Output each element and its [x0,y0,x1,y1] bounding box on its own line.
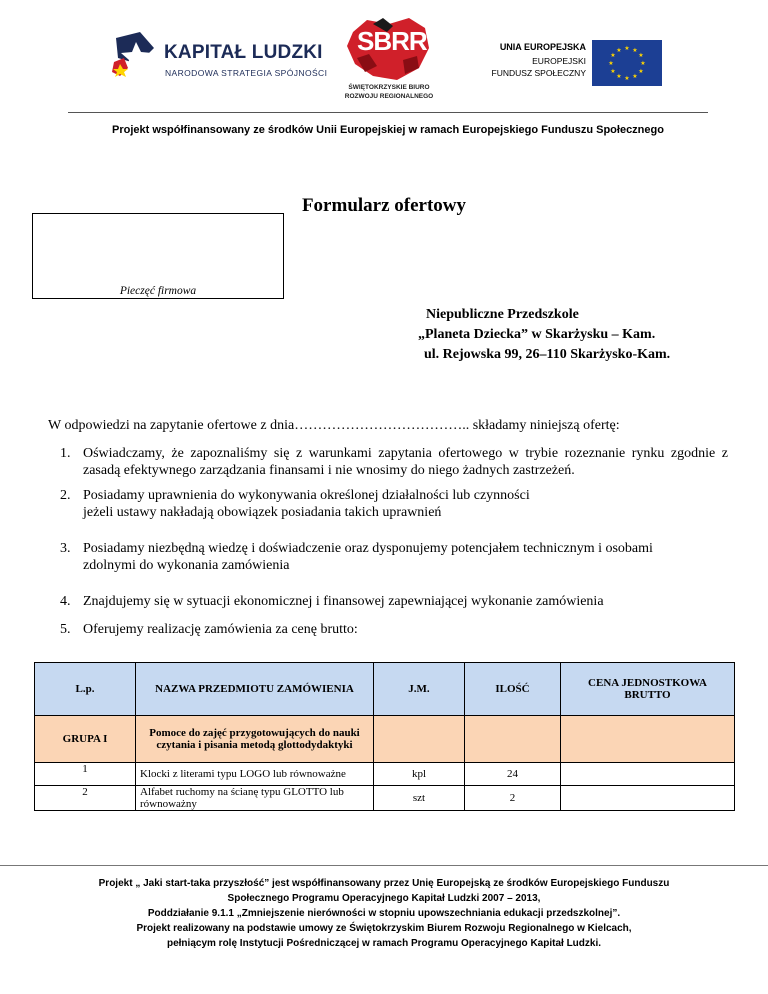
eu-logo [492,40,662,86]
row-quantity: 24 [465,763,561,786]
recipient-line-2: „Planeta Dziecka” w Skarżysku – Kam. [418,327,656,342]
eu-fund-line2: FUNDUSZ SPOŁECZNY [491,68,586,78]
list-item-number: 3. [60,541,71,556]
svg-text:★: ★ [624,75,630,82]
group-price-cell [561,716,735,763]
header-item-name: NAZWA PRZEDMIOTU ZAMÓWIENIA [136,663,374,716]
kapital-ludzki-star-icon [110,28,162,84]
svg-text:★: ★ [610,68,616,75]
cofinancing-note: Projekt współfinansowany ze środków Unii Europejskiej w ramach Europejskiego Funduszu Społecznego [112,124,664,136]
header-unit-price: CENA JEDNOSTKOWA BRUTTO [561,663,735,716]
table-header-row [35,663,735,716]
svg-text:★: ★ [632,47,638,54]
sbrr-logo [343,18,435,102]
group-name: Pomoce do zajęć przygotowujących do nauki czytania i pisania metodą glottodydaktyki [136,716,374,763]
row-item-name: Alfabet ruchomy na ścianę typu GLOTTO lub równoważny [136,786,374,811]
list-item-number: 4. [60,594,71,609]
table-row [35,786,735,811]
table-group-row [35,716,735,763]
company-stamp-label: Pieczęć firmowa [119,285,197,297]
svg-text:★: ★ [624,45,630,52]
sbrr-subtitle-line2: ROZWOJU REGIONALNEGO [344,93,434,100]
sbrr-subtitle-line1: ŚWIĘTOKRZYSKIE BIURO [348,84,430,91]
header-quantity: ILOŚĆ [465,663,561,716]
footer-line: Poddziałanie 9.1.1 „Zmniejszenie nierówności w stopniu upowszechniania edukacji przedszkolnej”. [147,908,621,919]
svg-text:★: ★ [616,47,622,54]
svg-text:★: ★ [640,60,646,67]
sbrr-title: SBRR [357,26,427,56]
group-quantity-cell [465,716,561,763]
row-item-name: Klocki z literami typu LOGO lub równoważne [136,763,374,786]
group-unit-cell [374,716,465,763]
eu-fund-line1: EUROPEJSKI [532,56,586,66]
svg-text:★: ★ [638,68,644,75]
list-item-number: 5. [60,622,71,637]
svg-text:★: ★ [638,52,644,59]
list-item [60,487,705,521]
svg-text:★: ★ [608,60,614,67]
list-item [60,445,728,479]
page-title: Formularz ofertowy [301,195,467,216]
row-unit: szt [374,786,465,811]
list-item [60,593,728,610]
footer-divider [0,865,768,866]
row-price-input[interactable] [561,763,735,786]
list-item-text: Posiadamy uprawnienia do wykonywania określonej działalności lub czynności jeżeli ustawy nakładają obowiązek posiadania takich uprawnień [83,488,530,520]
list-item-text: Znajdujemy się w sytuacji ekonomicznej i finansowej zapewniającej wykonanie zamówienia [83,594,604,609]
footer-note [20,876,748,951]
footer-line: Projekt realizowany na podstawie umowy ze Świętokrzyskim Biurem Rozwoju Regionalnego w Kielcach, [136,923,632,934]
svg-text:★: ★ [610,52,616,59]
offer-table [34,662,735,811]
footer-line: Społecznego Programu Operacyjnego Kapitał Ludzki 2007 – 2013, [227,893,541,904]
list-item-text: Oświadczamy, że zapoznaliśmy się z warunkami zapytania ofertowego w trybie rozeznanie rynku zgodnie z zasadą efektywnego zarządzania finansami i nie wnosimy do niego żadnych zastrzeżeń. [83,446,728,478]
kapital-ludzki-logo [110,28,328,84]
header-divider [68,112,708,113]
list-item [60,540,705,574]
row-price-input[interactable] [561,786,735,811]
recipient-line-1: Niepubliczne Przedszkole [426,307,579,322]
kapital-ludzki-subtitle: NARODOWA STRATEGIA SPÓJNOŚCI [165,68,328,78]
table-row [35,763,735,786]
header-unit: J.M. [374,663,465,716]
list-item-text: Posiadamy niezbędną wiedzę i doświadczenie oraz dysponujemy potencjałem technicznym i osobami zdolnymi do wykonania zamówienia [83,541,653,573]
kapital-ludzki-title: KAPITAŁ LUDZKI [164,42,323,63]
group-label: GRUPA I [35,716,136,763]
list-item [60,621,728,638]
row-lp: 2 [35,786,136,811]
recipient-address [418,305,670,365]
footer-line: pełniącym rolę Instytucji Pośredniczącej w ramach Programu Operacyjnego Kapitał Ludzki. [166,938,602,949]
company-stamp-box [32,213,284,299]
svg-text:★: ★ [616,73,622,80]
list-item-number: 1. [60,446,71,461]
list-item-number: 2. [60,488,71,503]
recipient-line-3: ul. Rejowska 99, 26–110 Skarżysko-Kam. [424,347,671,362]
list-item-text: Oferujemy realizację zamówienia za cenę brutto: [83,622,358,637]
eu-flag-icon [592,40,662,86]
row-lp: 1 [35,763,136,786]
footer-line: Projekt „ Jaki start-taka przyszłość” jest współfinansowany przez Unię Europejską ze środków Europejskiego Funduszu [98,878,670,889]
offer-intro: W odpowiedzi na zapytanie ofertowe z dnia……………………………….. składamy niniejszą ofertę: [48,418,620,433]
eu-name: UNIA EUROPEJSKA [499,42,586,52]
row-quantity: 2 [465,786,561,811]
header-lp: L.p. [35,663,136,716]
svg-text:★: ★ [632,73,638,80]
row-unit: kpl [374,763,465,786]
